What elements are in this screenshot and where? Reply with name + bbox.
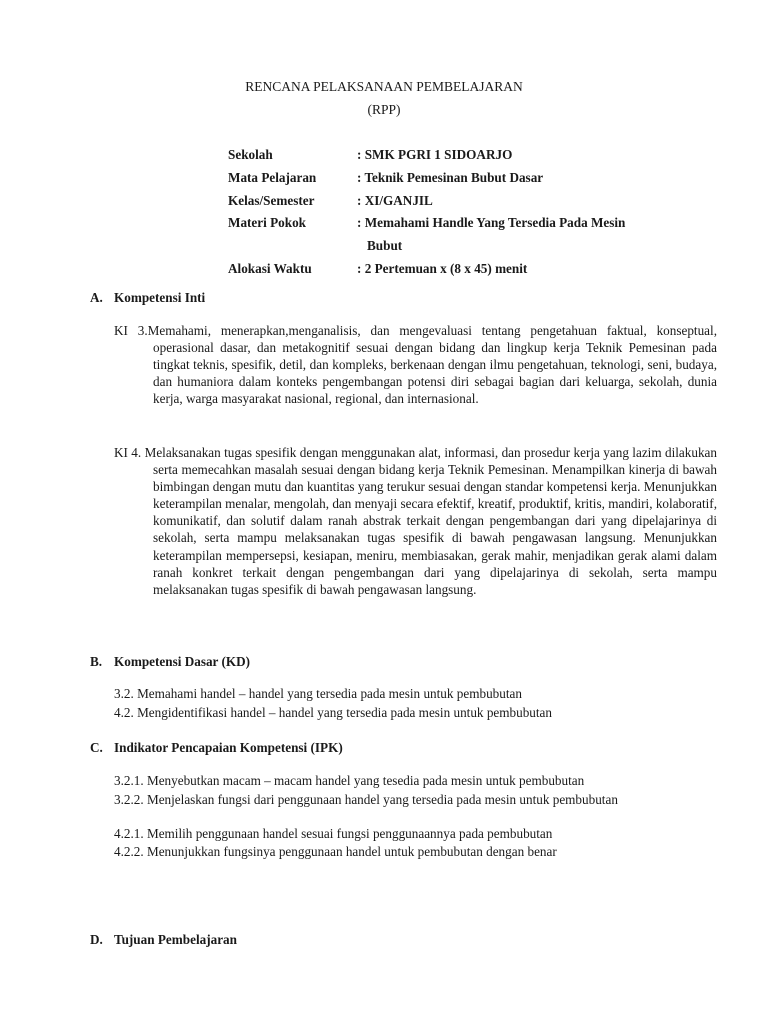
info-label-sekolah: Sekolah: [228, 147, 273, 162]
kd-item: 4.2. Mengidentifikasi handel – handel yang tersedia pada mesin untuk pembubutan: [114, 705, 553, 720]
info-value-mata-pelajaran: : Teknik Pemesinan Bubut Dasar: [357, 170, 544, 185]
section-a-letter: A.: [90, 290, 103, 305]
info-label-materi-pokok: Materi Pokok: [228, 215, 307, 230]
section-d-title: Tujuan Pembelajaran: [114, 932, 237, 947]
info-label-mata-pelajaran: Mata Pelajaran: [228, 170, 317, 185]
info-label-kelas-semester: Kelas/Semester: [228, 193, 315, 208]
ki3-paragraph: KI 3.Memahami, menerapkan,menganalisis, dan mengevaluasi tentang pengetahuan faktual, konseptual, operasional dasar, dan metakognitif sesuai dengan bidang dan lingkup kerja Teknik Pemesinan pada tingkat teknis, spesifik, detil, dan kompleks, berkenaan dengan ilmu pengetahuan, teknologi, seni, budaya, dan humaniora dalam konteks pengembangan potensi diri sebagai bagian dari keluarga, sekolah, dunia kerja, warga masyarakat nasional, regional, dan internasional.: [114, 323, 717, 407]
info-value-materi-pokok-cont: Bubut: [367, 238, 403, 253]
ipk-item: 4.2.2. Menunjukkan fungsinya penggunaan handel untuk pembubutan dengan benar: [114, 844, 557, 859]
document-subtitle: (RPP): [367, 102, 401, 117]
info-value-kelas-semester: : XI/GANJIL: [357, 193, 433, 208]
ipk-item: 4.2.1. Memilih penggunaan handel sesuai fungsi penggunaannya pada pembubutan: [114, 826, 553, 841]
info-value-materi-pokok: : Memahami Handle Yang Tersedia Pada Mesin: [357, 215, 626, 230]
info-label-alokasi-waktu: Alokasi Waktu: [228, 261, 312, 276]
document-title: RENCANA PELAKSANAAN PEMBELAJARAN: [245, 79, 523, 94]
kd-item: 3.2. Memahami handel – handel yang tersedia pada mesin untuk pembubutan: [114, 686, 522, 701]
ipk-item: 3.2.1. Menyebutkan macam – macam handel yang tesedia pada mesin untuk pembubutan: [114, 773, 585, 788]
section-c-title: Indikator Pencapaian Kompetensi (IPK): [114, 740, 343, 755]
ipk-item: 3.2.2. Menjelaskan fungsi dari penggunaan handel yang tersedia pada mesin untuk pembubutan: [114, 792, 618, 807]
section-d-letter: D.: [90, 932, 103, 947]
section-b-title: Kompetensi Dasar (KD): [114, 654, 251, 669]
section-a-title: Kompetensi Inti: [114, 290, 206, 305]
section-b-letter: B.: [90, 654, 103, 669]
section-c-letter: C.: [90, 740, 103, 755]
ki4-paragraph: KI 4. Melaksanakan tugas spesifik dengan menggunakan alat, informasi, dan prosedur kerja yang lazim dilakukan serta memecahkan masalah sesuai dengan bidang kerja Teknik Pemesinan. Menampilkan kinerja di bawah bimbingan dengan mutu dan kuantitas yang terukur sesuai dengan standar kompetensi kerja. Menunjukkan keterampilan menalar, mengolah, dan menyaji secara efektif, kreatif, produktif, kritis, mandiri, kolaboratif, komunikatif, dan solutif dalam ranah abstrak terkait dengan pengembangan dari yang dipelajarinya di sekolah, serta mampu melaksanakan tugas spesifik di bawah pengawasan langsung. Menunjukkan keterampilan mempersepsi, kesiapan, meniru, membiasakan, gerak mahir, menjadikan gerak alami dalam ranah konkret terkait dengan pengembangan dari yang dipelajarinya di sekolah, serta mampu melaksanakan tugas spesifik di bawah pengawasan langsung.: [114, 445, 717, 597]
info-value-sekolah: : SMK PGRI 1 SIDOARJO: [357, 147, 513, 162]
info-value-alokasi-waktu: : 2 Pertemuan x (8 x 45) menit: [357, 261, 528, 276]
